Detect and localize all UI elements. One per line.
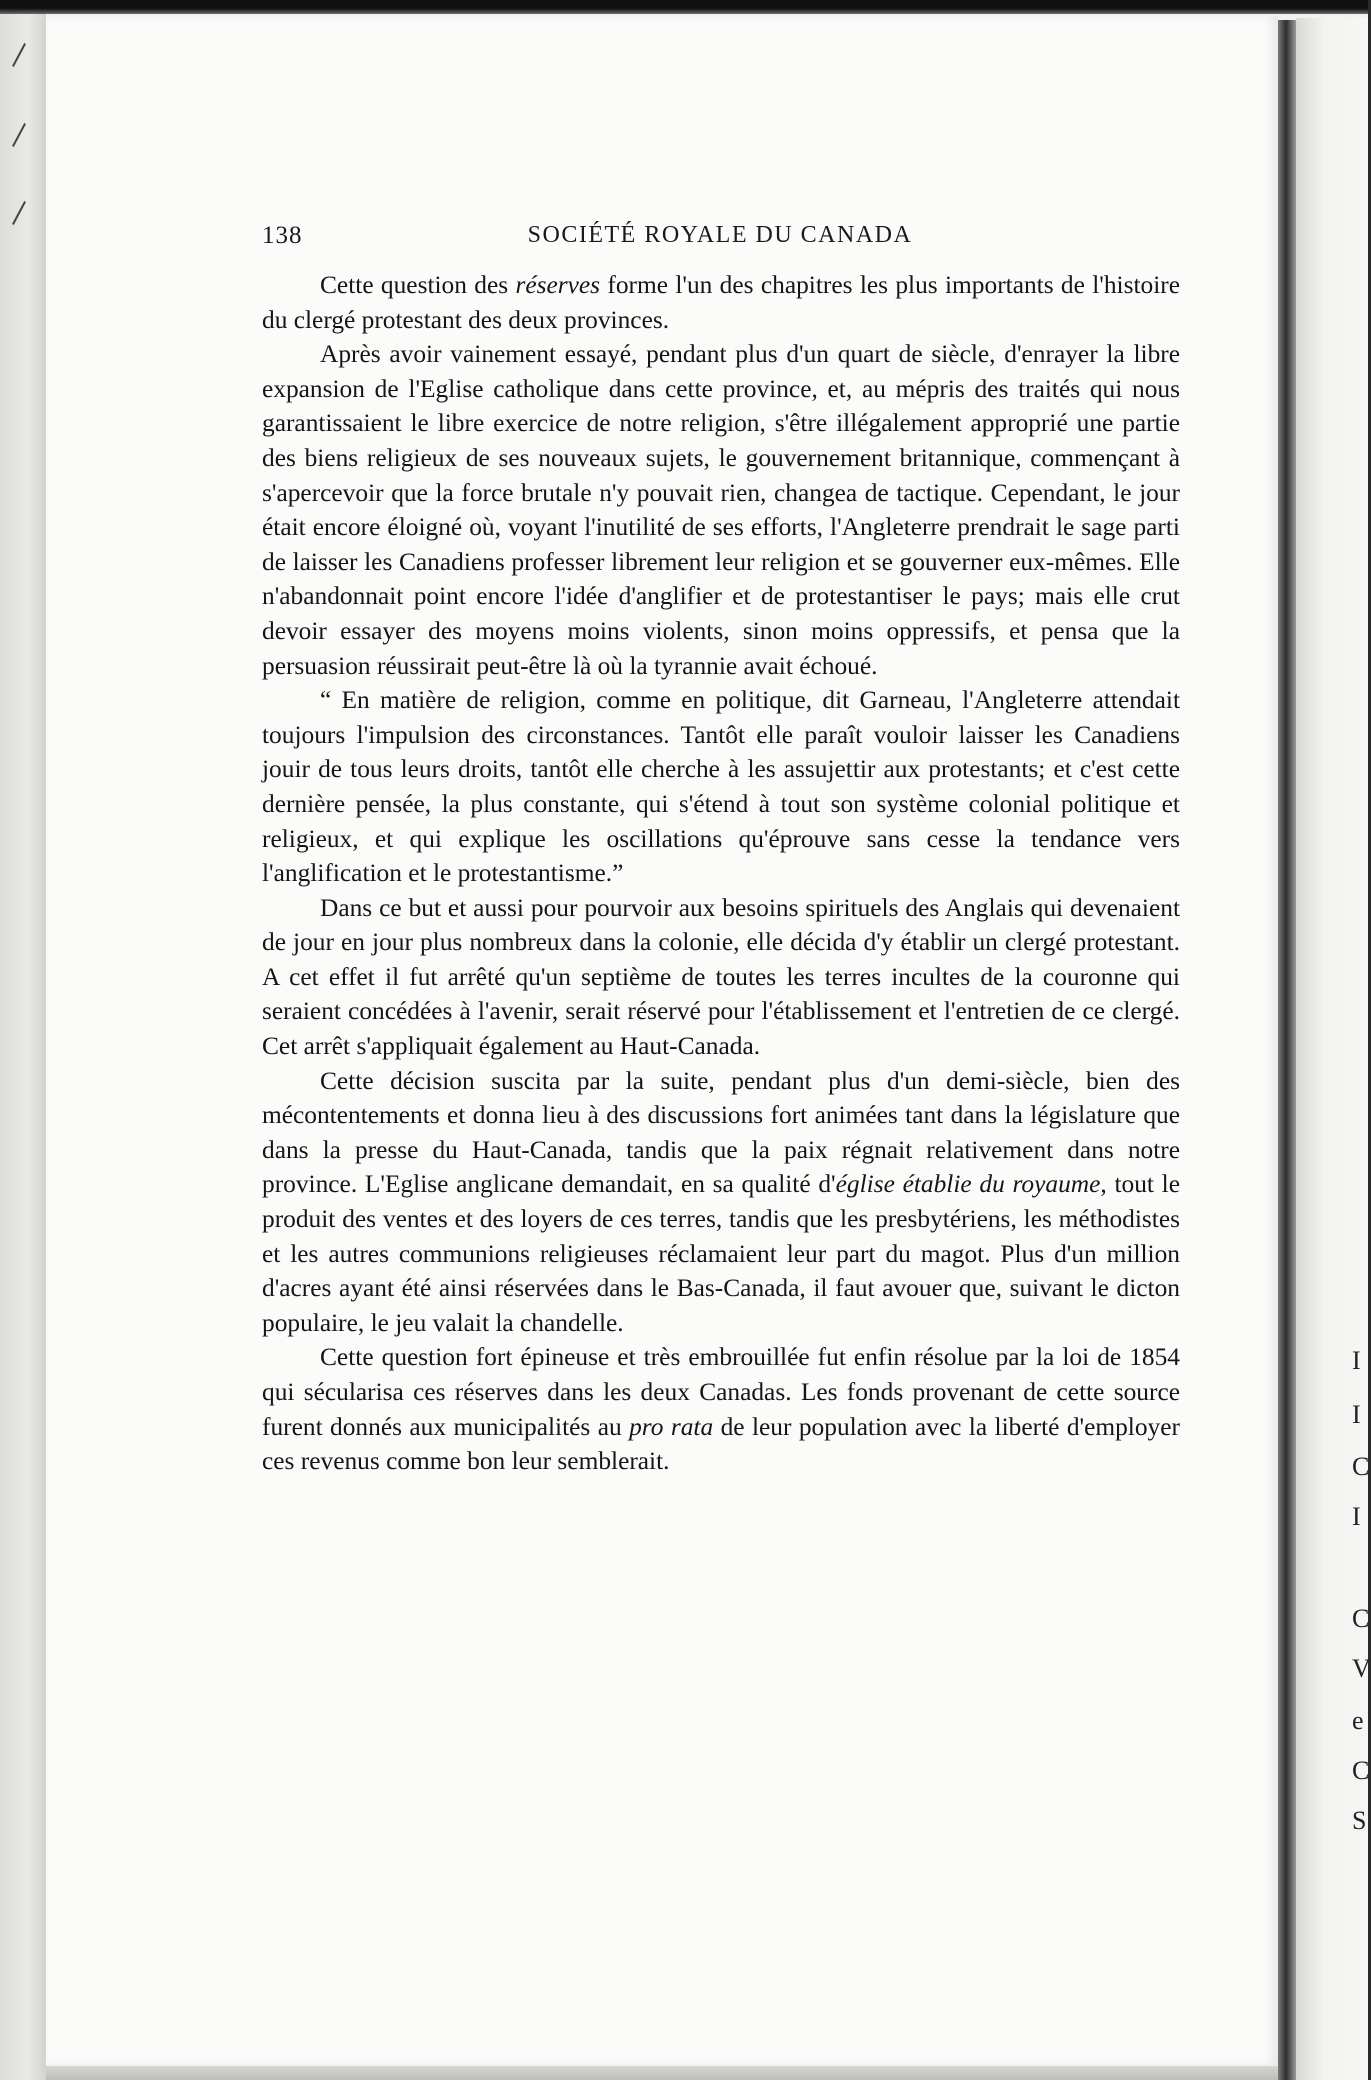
top-scan-edge bbox=[0, 0, 1368, 14]
facing-page-letter: V bbox=[1352, 1654, 1371, 1683]
text-run: , tout le produit des ventes et des loyers de ces terres, tandis que les presbytériens, les méthodistes et les autres communions religieuses réclamaient leur part du magot. Plus d'un million d'acres ayant été ainsi réservées dans le Bas-Canada, il faut avouer que, suivant le dicton populaire, le jeu valait la chandelle. bbox=[262, 1170, 1180, 1337]
body-paragraph bbox=[262, 683, 1180, 891]
edge-mark bbox=[12, 201, 26, 225]
body-paragraph bbox=[262, 1064, 1180, 1341]
facing-page-letter: S bbox=[1352, 1806, 1367, 1835]
italic-text: réserves bbox=[515, 271, 601, 299]
body-paragraph bbox=[262, 891, 1180, 1064]
bottom-page-edge bbox=[46, 2066, 1278, 2080]
text-run: Après avoir vainement essayé, pendant plus d'un quart de siècle, d'enrayer la libre expansion de l'Eglise catholique dans cette province, et, au mépris des traités qui nous garantissaient le libre exercice de notre religion, s'être illégalement approprié une partie des biens religieux de ses nouveaux sujets, le gouvernement britannique, commençant à s'apercevoir que la force brutale n'y pouvait rien, changea de tactique. Cependant, le jour était encore éloigné où, voyant l'inutilité de ses efforts, l'Angleterre prendrait le sage parti de laisser les Canadiens professer librement leur religion et se gouverner eux-mêmes. Elle n'abandonnait point encore l'idée d'anglifier et de protestantiser le pays; mais elle crut devoir essayer des moyens moins violents, sinon moins oppressifs, et pensa que la persuasion réussirait peut-être là où la tyrannie avait échoué. bbox=[262, 340, 1180, 680]
left-page-edge bbox=[0, 14, 46, 2080]
facing-page-letter: I bbox=[1352, 1502, 1361, 1531]
text-run: de leur population avec la liberté d'employer ces revenus comme bon leur semblerait. bbox=[262, 1412, 1180, 1476]
text-run: Cette question fort épineuse et très embrouillée fut enfin résolue par la loi de 1854 qui sécularisa ces réserves dans les deux Canadas. Les fonds provenant de cette source furent donnés aux municipalités au bbox=[262, 1343, 1180, 1441]
book-gutter bbox=[1278, 20, 1296, 2080]
facing-page-letter: C bbox=[1352, 1452, 1370, 1481]
facing-page-letter: I bbox=[1352, 1400, 1361, 1429]
text-run: forme l'un des chapitres les plus importants de l'histoire du clergé protestant des deux provinces. bbox=[262, 271, 1181, 334]
italic-text: église établie du royaume bbox=[835, 1170, 1101, 1199]
body-paragraph bbox=[262, 337, 1180, 683]
text-run: Cette question des bbox=[320, 271, 516, 299]
text-run: Cette décision suscita par la suite, pendant plus d'un demi-siècle, bien des mécontentements et donna lieu à des discussions fort animées tant dans la législature que dans la presse du Haut-Canada, tandis que la paix régnait relativement dans notre province. L'Eglise anglicane demandait, en sa qualité d' bbox=[262, 1066, 1180, 1199]
running-title: SOCIÉTÉ ROYALE DU CANADA bbox=[527, 222, 913, 248]
page-number: 138 bbox=[262, 222, 303, 249]
body-paragraph bbox=[262, 1340, 1180, 1478]
edge-mark bbox=[12, 43, 26, 67]
body-text bbox=[262, 268, 1180, 1479]
facing-page-letter: I bbox=[1352, 1346, 1361, 1375]
facing-page-letter: e bbox=[1352, 1706, 1364, 1735]
italic-text: pro rata bbox=[629, 1412, 714, 1441]
page-header bbox=[262, 222, 1178, 252]
edge-mark bbox=[12, 123, 26, 147]
facing-page-letter: C bbox=[1352, 1756, 1370, 1785]
text-run: Dans ce but et aussi pour pourvoir aux besoins spirituels des Anglais qui devenaient de jour en jour plus nombreux dans la colonie, elle décida d'y établir un clergé protestant. A cet effet il fut arrêté qu'un septième de toutes les terres incultes de la couronne qui seraient concédées à l'avenir, serait réservé pour l'établissement et l'entretien de ce clergé. Cet arrêt s'appliquait également au Haut-Canada. bbox=[262, 893, 1180, 1061]
text-run: “ En matière de religion, comme en politique, dit Garneau, l'Angleterre attendait toujours l'impulsion des circonstances. Tantôt elle paraît vouloir laisser les Canadiens jouir de tous leurs droits, tantôt elle cherche à les assujettir aux protestants; et c'est cette dernière pensée, la plus constante, qui s'étend à tout son système colonial politique et religieux, et qui explique les oscillations qu'éprouve sans cesse la tendance vers l'anglification et le protestantisme.” bbox=[262, 686, 1180, 888]
facing-page-letter: C bbox=[1352, 1604, 1370, 1633]
body-paragraph bbox=[262, 268, 1180, 337]
